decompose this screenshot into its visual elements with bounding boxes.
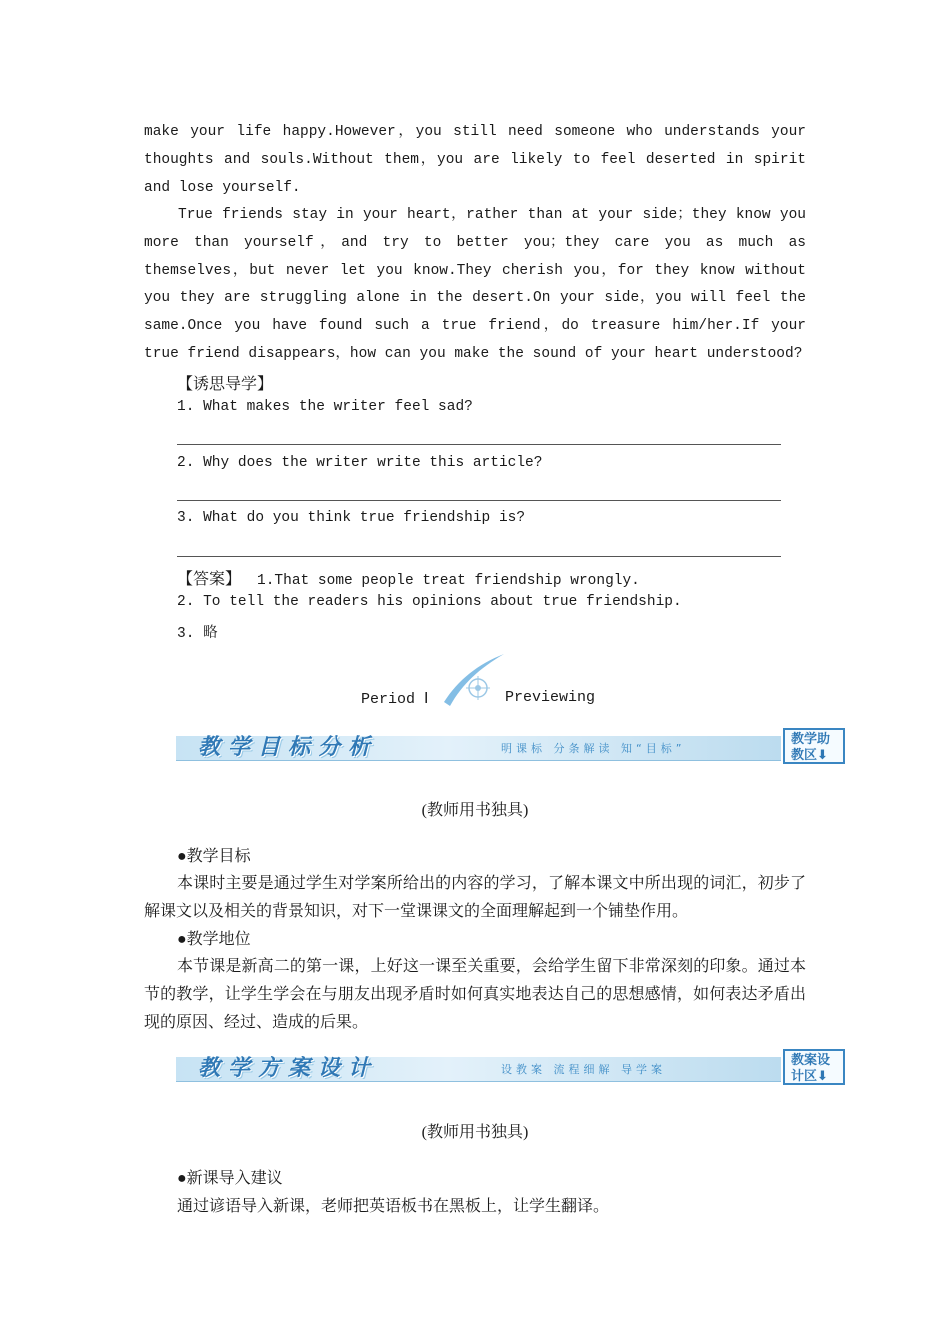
- guide-heading: 【诱思导学】: [177, 376, 274, 393]
- position-heading: ●教学地位: [177, 931, 251, 948]
- teacher-note: (教师用书独具): [421, 1124, 529, 1141]
- banner-side-box[interactable]: [783, 728, 845, 764]
- banner-title: 教学目标分析: [198, 734, 379, 760]
- teacher-note: (教师用书独具): [421, 802, 529, 819]
- banner-box-line-2: 计区⬇: [791, 1069, 828, 1084]
- answer-blank-3[interactable]: [177, 556, 781, 557]
- passage-paragraph-1: make your life happy.However，you still need someone who understands your thoughts and souls.Without them，you are likely to feel deserted in spirit and lose yourself.: [144, 124, 806, 196]
- passage-paragraph-2: True friends stay in your heart，rather than at your side；they know you more than yourself，and try to better you；they care you as much as themselves，but never let you know.They cherish you，for they know without you they are struggling alone in the desert.On your side，you will feel the same.Once you have found such a true friend，do treasure him/her.If your true friend disappears，how can you make the sound of your heart understood?: [144, 207, 806, 362]
- banner-title: 教学方案设计: [198, 1055, 379, 1081]
- goals-heading: ●教学目标: [177, 848, 251, 865]
- intro-text: 通过谚语导入新课，老师把英语板书在黑板上，让学生翻译。: [177, 1198, 610, 1215]
- banner-box-line-2: 教区⬇: [791, 748, 828, 763]
- position-text: 本节课是新高二的第一课，上好这一课至关重要，会给学生留下非常深刻的印象。通过本节的教学，让学生学会在与朋友出现矛盾时如何真实地表达自己的思想感情，如何表达矛盾出现的原因、经过、造成的后果。: [144, 958, 806, 1031]
- banner-subtitle: 设教案 流程细解 导学案: [501, 1063, 666, 1076]
- banner-box-line-1: 教学助: [791, 732, 831, 747]
- period-label: Period Ⅰ: [361, 691, 429, 708]
- banner-teaching-plan: [176, 1049, 848, 1089]
- answer-2: 2. To tell the readers his opinions about true friendship.: [177, 594, 682, 610]
- banner-teaching-goals: [176, 728, 848, 768]
- answer-blank-1[interactable]: [177, 444, 781, 445]
- target-swoosh-icon: [440, 652, 506, 710]
- banner-box-line-1: 教案设: [791, 1053, 831, 1068]
- question-2: 2. Why does the writer write this article?: [177, 455, 543, 471]
- goals-text: 本课时主要是通过学生对学案所给出的内容的学习，了解本课文中所出现的词汇，初步了解课文以及相关的背景知识，对下一堂课课文的全面理解起到一个铺垫作用。: [144, 875, 806, 920]
- banner-subtitle: 明课标 分条解读 知“目标”: [501, 742, 686, 755]
- answer-label: 【答案】: [177, 571, 242, 588]
- answer-1: 1.That some people treat friendship wrongly.: [257, 573, 640, 589]
- intro-heading: ●新课导入建议: [177, 1170, 283, 1187]
- answer-3: 3. 略: [177, 626, 218, 642]
- question-1: 1. What makes the writer feel sad?: [177, 399, 473, 415]
- question-3: 3. What do you think true friendship is?: [177, 510, 526, 526]
- answer-blank-2[interactable]: [177, 500, 781, 501]
- banner-side-box[interactable]: [783, 1049, 845, 1085]
- period-title: Previewing: [505, 689, 596, 706]
- answer-row-1: [177, 566, 640, 589]
